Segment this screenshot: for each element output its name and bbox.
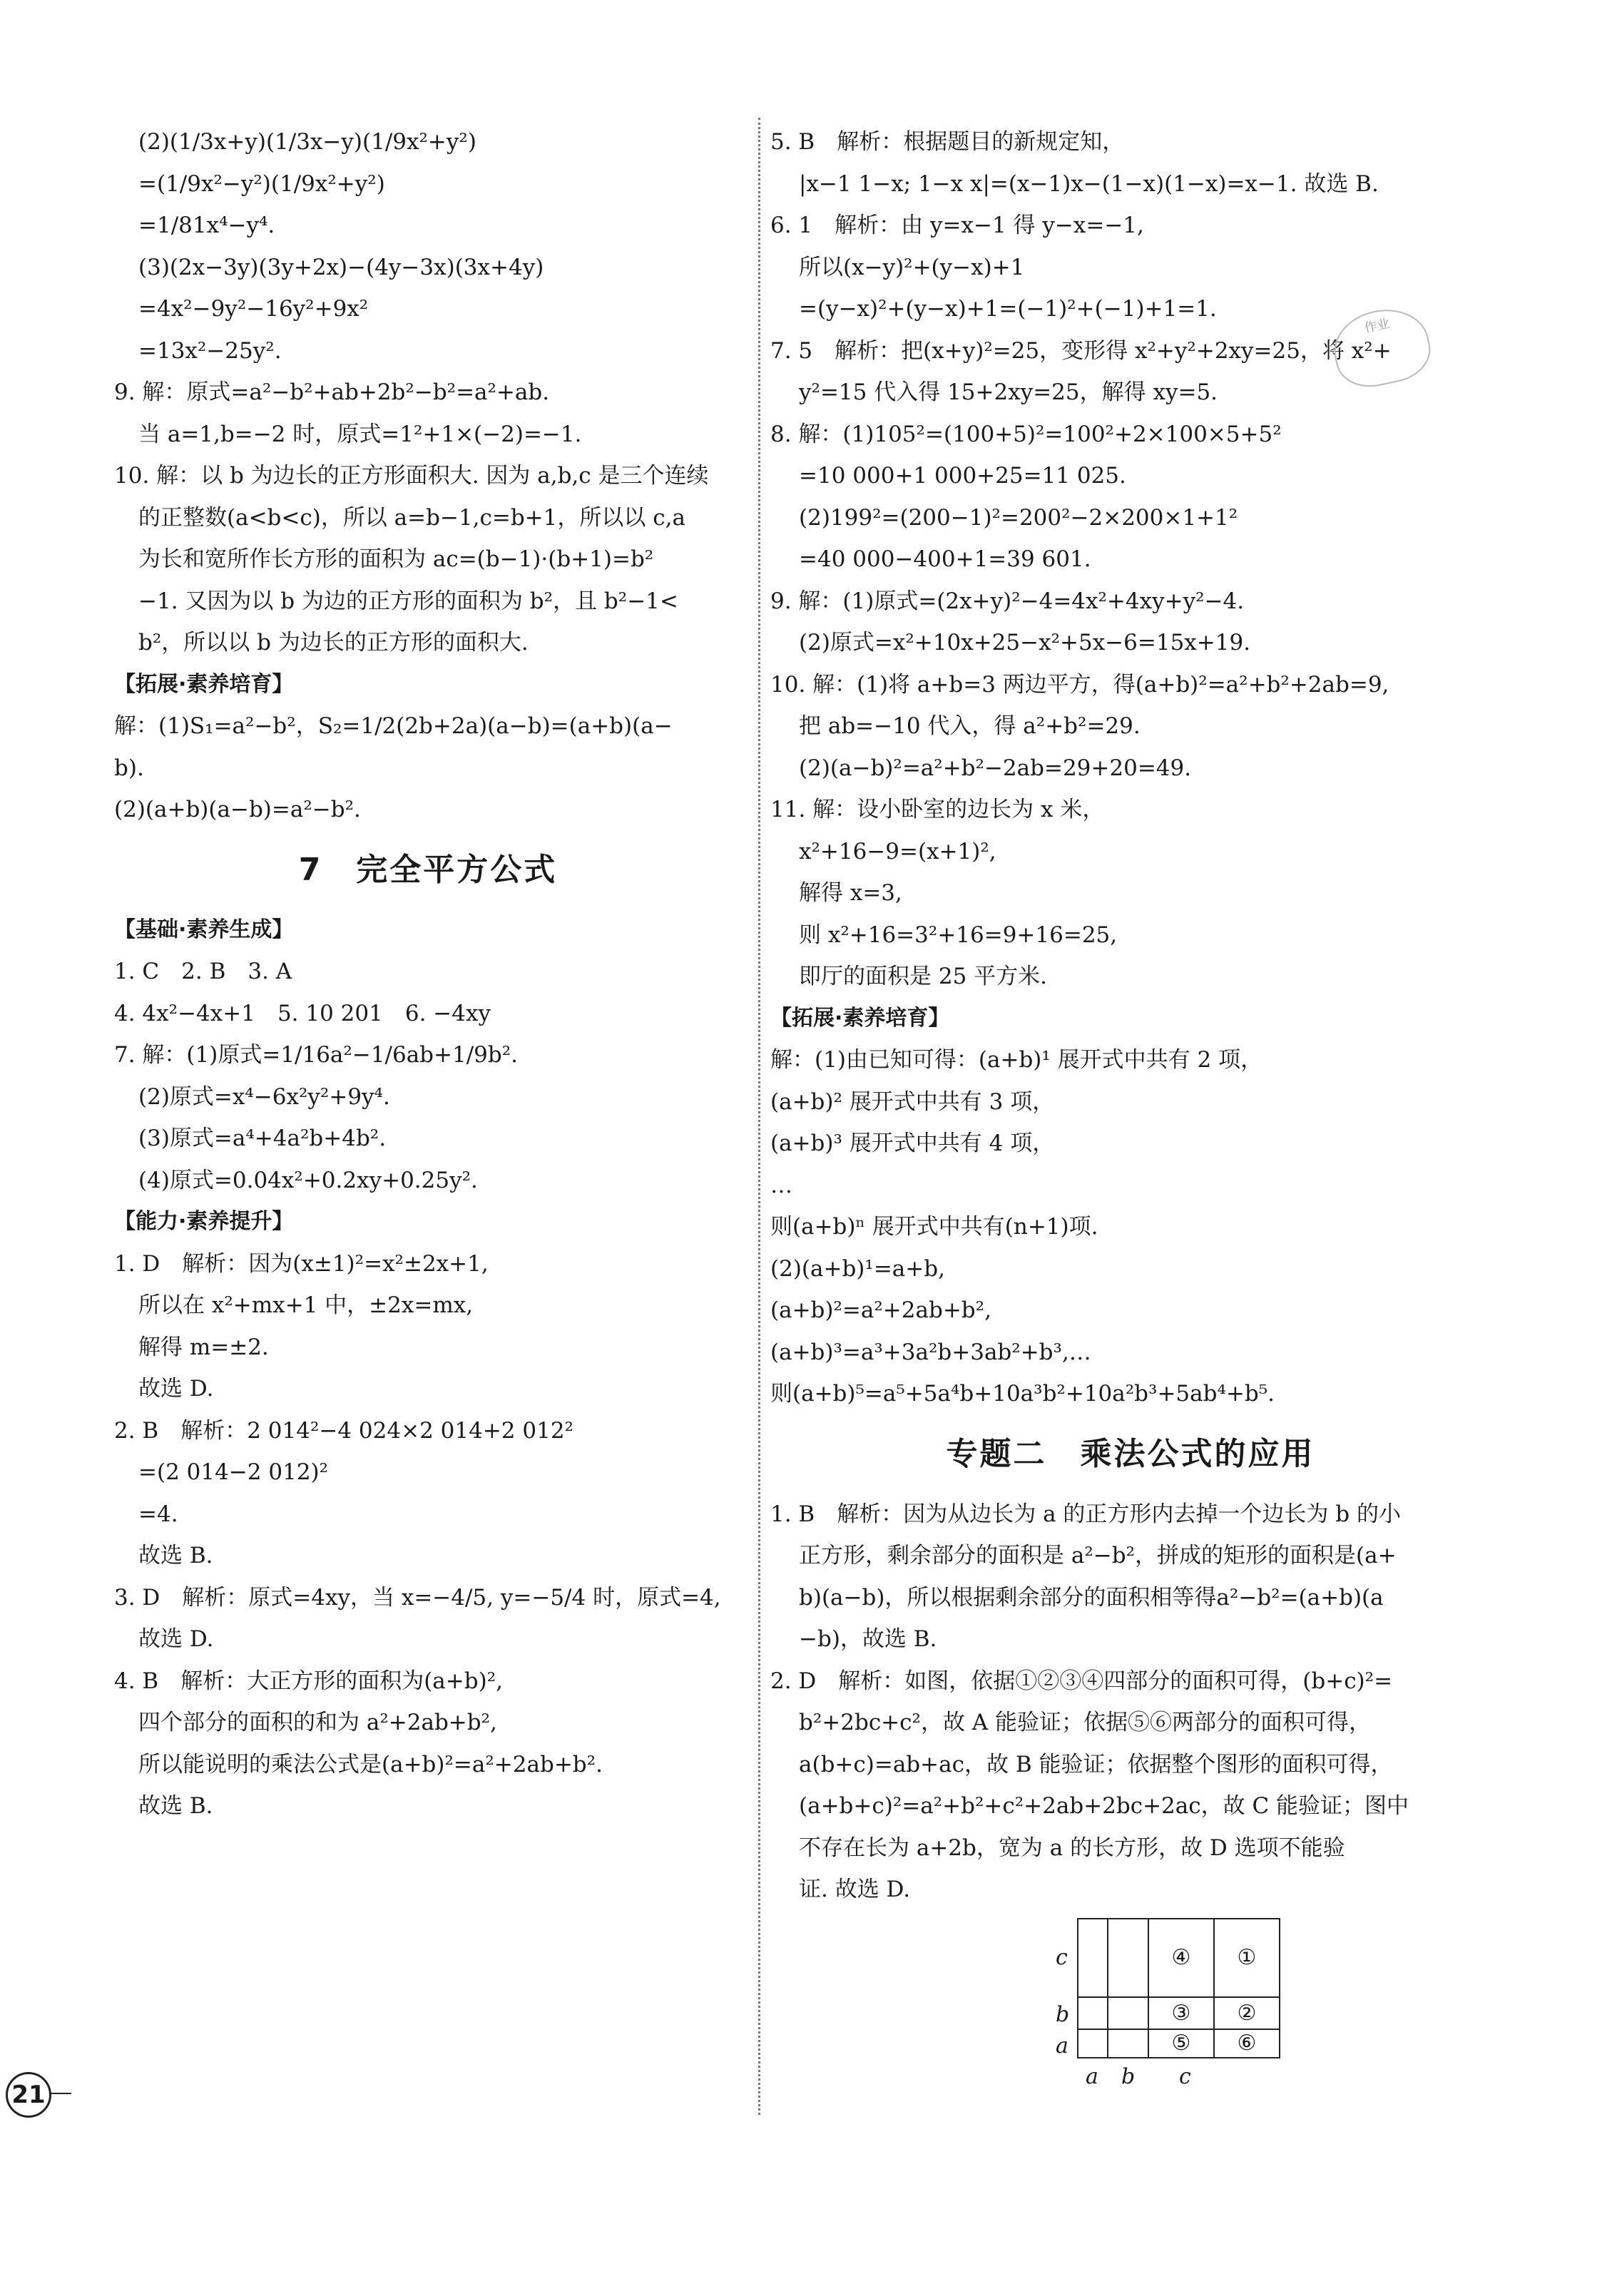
text-line: (a+b+c)²=a²+b²+c²+2ab+2bc+2ac，故 C 能验证；图中 [799,1793,1409,1819]
watermark-stamp: 作业 [1327,301,1437,394]
text-line: 故选 B. [138,1793,213,1819]
text-line: 6. 1 解析：由 y=x−1 得 y−x=−1, [770,213,1144,238]
section-heading: 专题二 乘法公式的应用 [946,1435,1315,1472]
text-line: 8. 解：(1)105²=(100+5)²=100²+2×100×5+5² [770,421,1282,447]
determinant-line: |x−1 1−x; 1−x x|=(x−1)x−(1−x)(1−x)=x−1. 故选 B. [799,170,1379,197]
text-line: 所以在 x²+mx+1 中，±2x=mx, [138,1292,474,1318]
text-line: x²+16−9=(x+1)², [799,838,996,864]
text-line: b²，所以以 b 为边长的正方形的面积大. [138,630,529,655]
text-line: y²=15 代入得 15+2xy=25，解得 xy=5. [799,379,1218,405]
text-line: (2)(a+b)¹=a+b, [770,1255,945,1282]
text-line: 不存在长为 a+2b，宽为 a 的长方形，故 D 选项不能验 [799,1835,1345,1861]
text-line: a(b+c)=ab+ac，故 B 能验证；依据整个图形的面积可得， [799,1751,1393,1777]
text-line: =(y−x)²+(y−x)+1=(−1)²+(−1)+1=1. [799,296,1217,322]
row-label: c [1056,1944,1068,1970]
text-line: (2)(a+b)(a−b)=a²−b². [114,797,361,822]
text-line: 为长和宽所作长方形的面积为 ac=(b−1)·(b+1)=b² [138,546,654,572]
text-line: (2)原式=x⁴−6x²y²+9y⁴. [138,1083,390,1110]
grid-cell [1078,1919,1108,1997]
text-line: (2)原式=x²+10x+25−x²+5x−6=15x+19. [799,630,1251,655]
grid-cell [1078,1997,1108,2029]
text-line: 1. C 2. B 3. A [114,959,292,984]
text-line: (4)原式=0.04x²+0.2xy+0.25y². [138,1167,478,1193]
text-line: 则 x²+16=3²+16=9+16=25, [799,922,1118,948]
text-line: (a+b)³ 展开式中共有 4 项， [770,1131,1055,1156]
page-number-rule [50,2093,71,2094]
grid-cell: ⑥ [1214,2029,1280,2058]
text-line: 四个部分的面积的和为 a²+2ab+b², [138,1710,497,1735]
text-line: 故选 D. [138,1626,214,1652]
text-line: (3)(2x−3y)(3y+2x)−(4y−3x)(3x+4y) [138,254,544,280]
row-label: a [1056,2033,1068,2058]
text-line: =10 000+1 000+25=11 025. [799,463,1126,489]
text-line: 1. D 解析：因为(x±1)²=x²±2x+1, [114,1250,489,1277]
text-line: =(2 014−2 012)² [138,1459,329,1485]
text-line: (a+b)² 展开式中共有 3 项， [770,1088,1055,1115]
text-line: (2)(1/3x+y)(1/3x−y)(1/9x²+y²) [138,129,476,155]
text-line: (2)199²=(200−1)²=200²−2×200×1+1² [799,504,1238,531]
text-line: (a+b)³=a³+3a²b+3ab²+b³,… [770,1339,1091,1365]
left-column [114,121,742,1827]
grid-cell: ① [1214,1919,1280,1997]
section-label: 【拓展·素养培育】 [770,1005,950,1031]
text-line: 当 a=1,b=−2 时，原式=1²+1×(−2)=−1. [138,421,582,447]
text-line: (a+b)²=a²+2ab+b², [770,1297,991,1323]
text-line: 则(a+b)ⁿ 展开式中共有(n+1)项. [770,1214,1098,1240]
text-line: b)(a−b)，所以根据剩余部分的面积相等得a²−b²=(a+b)(a [799,1584,1384,1611]
grid-cell [1078,2029,1108,2058]
grid-cell: ④ [1148,1919,1214,1997]
text-line: 7. 5 解析：把(x+y)²=25，变形得 x²+y²+2xy=25，将 x²+ [770,337,1392,364]
text-line: −1. 又因为以 b 为边的正方形的面积为 b²，且 b²−1< [138,588,678,614]
text-line: 解：(1)S₁=a²−b²，S₂=1/2(2b+2a)(a−b)=(a+b)(a− [114,713,673,739]
text-line: 1. B 解析：因为从边长为 a 的正方形内去掉一个边长为 b 的小 [770,1501,1401,1527]
text-line: =4x²−9y²−16y²+9x² [138,296,369,322]
text-line: 2. B 解析：2 014²−4 024×2 014+2 012² [114,1417,573,1444]
text-line: 9. 解：(1)原式=(2x+y)²−4=4x²+4xy+y²−4. [770,588,1245,614]
grid-cell [1108,1919,1148,1997]
area-grid [1077,1918,1280,2058]
text-line: 解得 x=3, [799,880,902,906]
page-number: 21 [6,2072,51,2118]
text-line: =(1/9x²−y²)(1/9x²+y²) [138,170,385,197]
text-line: (3)原式=a⁴+4a²b+4b². [138,1126,387,1151]
section-label: 【拓展·素养培育】 [114,671,294,697]
text-line: 解：(1)由已知可得：(a+b)¹ 展开式中共有 2 项， [770,1047,1263,1073]
text-line: 2. D 解析：如图，依据①②③④四部分的面积可得，(b+c)²= [770,1668,1393,1694]
text-line: 10. 解：(1)将 a+b=3 两边平方，得(a+b)²=a²+b²+2ab=9, [770,671,1389,698]
text-line: 7. 解：(1)原式=1/16a²−1/6ab+1/9b². [114,1042,519,1068]
text-line: 9. 解：原式=a²−b²+ab+2b²−b²=a²+ab. [114,379,550,405]
section-label: 【能力·素养提升】 [114,1209,294,1234]
text-line: 所以(x−y)²+(y−x)+1 [799,254,1025,280]
area-figure [770,1918,1491,2103]
text-line: b²+2bc+c²，故 A 能验证；依据⑤⑥两部分的面积可得， [799,1710,1372,1735]
text-line: … [770,1172,792,1198]
col-label: c [1179,2063,1191,2089]
text-line: =40 000−400+1=39 601. [799,546,1091,572]
text-line: 11. 解：设小卧室的边长为 x 米， [770,797,1105,822]
text-line: 故选 D. [138,1376,214,1402]
grid-cell: ⑤ [1148,2029,1214,2058]
text-line: 所以能说明的乘法公式是(a+b)²=a²+2ab+b². [138,1751,603,1777]
text-line: =1/81x⁴−y⁴. [138,213,275,238]
text-line: =4. [138,1501,178,1527]
grid-cell [1108,2029,1148,2058]
column-divider [758,118,760,2115]
text-line: =13x²−25y². [138,337,282,364]
col-label: a [1086,2063,1098,2089]
text-line: 的正整数(a<b<c)，所以 a=b−1,c=b+1，所以以 c,a [138,504,685,531]
text-line: 即厅的面积是 25 平方米. [799,964,1048,989]
section-heading: 7 完全平方公式 [298,851,558,888]
text-line: 3. D 解析：原式=4xy，当 x=−4/5, y=−5/4 时，原式=4, [114,1584,721,1611]
text-line: 正方形，剩余部分的面积是 a²−b²，拼成的矩形的面积是(a+ [799,1543,1397,1568]
right-column [770,121,1491,2103]
text-line: 证. 故选 D. [799,1877,911,1902]
text-line: 5. B 解析：根据题目的新规定知， [770,129,1125,155]
section-label: 【基础·素养生成】 [114,917,294,942]
text-line: 10. 解：以 b 为边长的正方形面积大. 因为 a,b,c 是三个连续 [114,463,709,489]
grid-cell: ③ [1148,1997,1214,2029]
text-line: 解得 m=±2. [138,1334,269,1360]
text-line: b). [114,755,144,781]
text-line: 则(a+b)⁵=a⁵+5a⁴b+10a³b²+10a²b³+5ab⁴+b⁵. [770,1381,1275,1407]
grid-cell [1108,1997,1148,2029]
row-label: b [1056,2001,1070,2027]
text-line: −b)，故选 B. [799,1626,937,1652]
text-line: 4. 4x²−4x+1 5. 10 201 6. −4xy [114,1000,491,1026]
text-line: (2)(a−b)²=a²+b²−2ab=29+20=49. [799,755,1192,781]
grid-cell: ② [1214,1997,1280,2029]
col-label: b [1121,2063,1136,2089]
text-line: 4. B 解析：大正方形的面积为(a+b)², [114,1668,503,1694]
text-line: 故选 B. [138,1543,213,1568]
text-line: 把 ab=−10 代入，得 a²+b²=29. [799,713,1141,739]
